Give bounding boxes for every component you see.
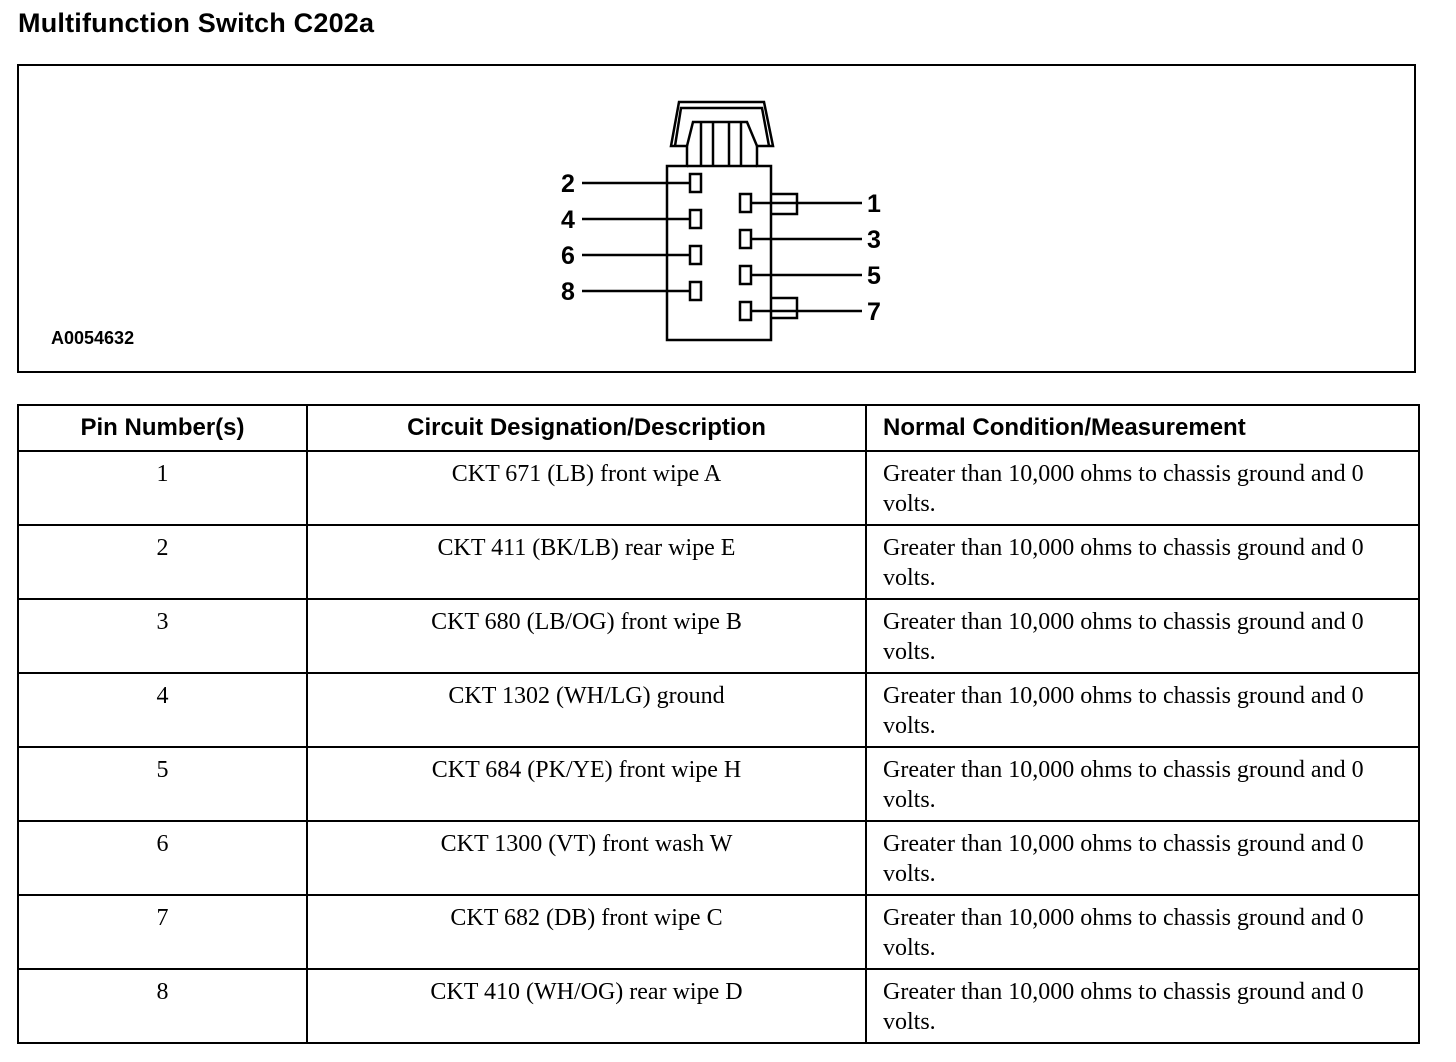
condition-cell: Greater than 10,000 ohms to chassis ground and 0 volts.: [866, 525, 1419, 599]
table-row: [18, 451, 1419, 525]
connector-face-diagram: [19, 66, 1418, 375]
figure-id: A0054632: [51, 328, 135, 348]
pin-number-cell: 6: [18, 821, 307, 895]
circuit-cell: CKT 410 (WH/OG) rear wipe D: [307, 969, 866, 1043]
right-pin-3: [740, 226, 881, 254]
table-row: [18, 895, 1419, 969]
table-row: [18, 599, 1419, 673]
condition-cell: Greater than 10,000 ohms to chassis ground and 0 volts.: [866, 673, 1419, 747]
condition-cell: Greater than 10,000 ohms to chassis ground and 0 volts.: [866, 895, 1419, 969]
left-pin-6: [561, 242, 701, 270]
pin-number-cell: 8: [18, 969, 307, 1043]
page-title: Multifunction Switch C202a: [18, 8, 375, 38]
left-pin-2: [561, 170, 701, 198]
connector-diagram-frame: [17, 64, 1416, 373]
pin-label-7: 7: [867, 298, 881, 326]
condition-cell: Greater than 10,000 ohms to chassis ground and 0 volts.: [866, 747, 1419, 821]
left-pin-4: [561, 206, 701, 234]
connector-body: [667, 102, 797, 340]
header-pin-numbers: Pin Number(s): [18, 405, 307, 451]
condition-cell: Greater than 10,000 ohms to chassis ground and 0 volts.: [866, 969, 1419, 1043]
circuit-cell: CKT 680 (LB/OG) front wipe B: [307, 599, 866, 673]
condition-cell: Greater than 10,000 ohms to chassis ground and 0 volts.: [866, 821, 1419, 895]
table-row: [18, 747, 1419, 821]
pin-label-4: 4: [561, 206, 575, 234]
pin-number-cell: 3: [18, 599, 307, 673]
pin-number-cell: 4: [18, 673, 307, 747]
pin-number-cell: 7: [18, 895, 307, 969]
circuit-cell: CKT 684 (PK/YE) front wipe H: [307, 747, 866, 821]
pin-label-6: 6: [561, 242, 575, 270]
circuit-cell: CKT 1300 (VT) front wash W: [307, 821, 866, 895]
circuit-cell: CKT 671 (LB) front wipe A: [307, 451, 866, 525]
table-row: [18, 969, 1419, 1043]
left-pin-8: [561, 278, 701, 306]
pin-label-2: 2: [561, 170, 575, 198]
circuit-cell: CKT 411 (BK/LB) rear wipe E: [307, 525, 866, 599]
condition-cell: Greater than 10,000 ohms to chassis ground and 0 volts.: [866, 451, 1419, 525]
pin-number-cell: 1: [18, 451, 307, 525]
right-pin-1: [740, 190, 881, 218]
pin-number-cell: 2: [18, 525, 307, 599]
pin-label-5: 5: [867, 262, 881, 290]
header-condition: Normal Condition/Measurement: [866, 405, 1419, 451]
right-pin-5: [740, 262, 881, 290]
table-row: [18, 673, 1419, 747]
condition-cell: Greater than 10,000 ohms to chassis ground and 0 volts.: [866, 599, 1419, 673]
pin-label-3: 3: [867, 226, 881, 254]
pin-table: [17, 404, 1420, 1044]
table-header-row: [18, 405, 1419, 451]
pin-number-cell: 5: [18, 747, 307, 821]
pin-label-1: 1: [867, 190, 881, 218]
table-row: [18, 525, 1419, 599]
circuit-cell: CKT 682 (DB) front wipe C: [307, 895, 866, 969]
table-row: [18, 821, 1419, 895]
pin-label-8: 8: [561, 278, 575, 306]
header-circuit: Circuit Designation/Description: [307, 405, 866, 451]
circuit-cell: CKT 1302 (WH/LG) ground: [307, 673, 866, 747]
right-pin-7: [740, 298, 881, 326]
